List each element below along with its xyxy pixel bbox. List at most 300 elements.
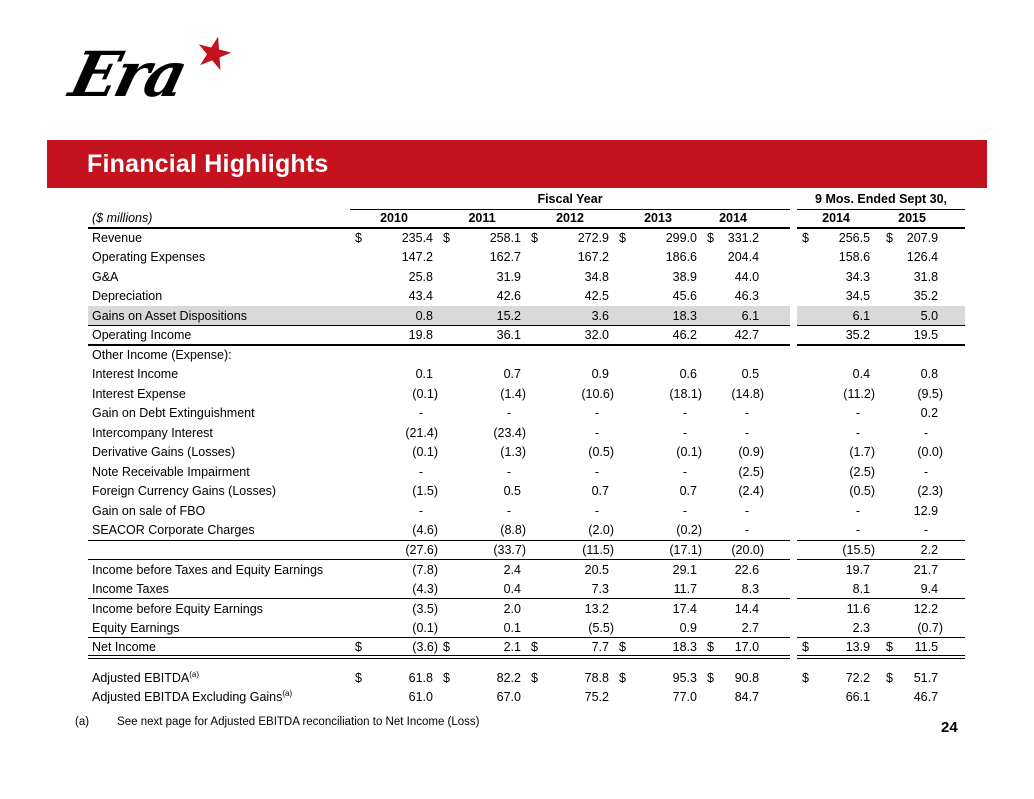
value-text: 42.5 [584, 289, 609, 304]
table-row [88, 521, 965, 541]
cell-value [438, 579, 526, 599]
cell-value [614, 326, 702, 346]
value-text: (0.0) [917, 445, 944, 460]
cell-value [881, 688, 965, 708]
row-label: G&A [92, 269, 119, 284]
table-row [88, 540, 965, 560]
currency-symbol: $ [802, 639, 809, 654]
currency-symbol: $ [355, 231, 362, 246]
value-text: 0.1 [415, 367, 433, 382]
cell-value [702, 579, 790, 599]
table-row [88, 482, 965, 502]
cell-value [797, 228, 881, 248]
column-gap [790, 618, 797, 638]
cell-value [614, 345, 702, 365]
cell-value [526, 365, 614, 385]
cell-value [614, 638, 702, 658]
cell-value [350, 638, 438, 658]
cell-value [881, 228, 965, 248]
value-text: 12.9 [913, 503, 939, 518]
value-text: 43.4 [408, 289, 433, 304]
row-label: Derivative Gains (Losses) [92, 445, 236, 460]
value-text: 46.3 [734, 289, 760, 304]
value-text: - [744, 503, 750, 518]
year-header-2014: 2014 [702, 209, 790, 228]
row-label: Operating Income [88, 326, 350, 346]
value-text: 2.1 [503, 639, 521, 654]
value-text: (0.1) [412, 386, 438, 401]
cell-value [881, 521, 965, 541]
cell-value [350, 384, 438, 404]
cell-value [702, 384, 790, 404]
value-text: - [682, 464, 687, 479]
value-text: 7.3 [591, 581, 609, 596]
value-text: - [594, 464, 599, 479]
cell-value [614, 384, 702, 404]
row-label: Foreign Currency Gains (Losses) [92, 484, 277, 499]
column-gap [790, 638, 797, 658]
cell-value [614, 404, 702, 424]
cell-value [702, 599, 790, 619]
row-label: Gain on sale of FBO [92, 503, 206, 518]
year-header-row [88, 209, 965, 228]
value-text: (11.5) [582, 542, 614, 557]
cell-value [350, 326, 438, 346]
value-text: - [744, 425, 750, 440]
value-text: (8.8) [500, 523, 526, 537]
value-text: - [855, 406, 861, 421]
cell-value [350, 345, 438, 365]
value-text: 9.4 [920, 581, 939, 596]
value-text: 17.0 [734, 639, 760, 654]
cell-value [702, 668, 790, 688]
cell-value [438, 482, 526, 502]
currency-symbol: $ [531, 639, 538, 654]
value-text: 35.2 [845, 328, 871, 342]
cell-value [438, 668, 526, 688]
cell-value [438, 638, 526, 658]
value-text: (27.6) [405, 542, 438, 557]
value-text: - [418, 464, 423, 479]
value-text: (0.2) [676, 523, 702, 537]
cell-value [702, 248, 790, 268]
value-text: 84.7 [734, 690, 760, 705]
value-text: 46.7 [913, 690, 939, 705]
cell-value [881, 560, 965, 580]
cell-value [702, 267, 790, 287]
cell-value [614, 365, 702, 385]
column-gap [790, 443, 797, 463]
cell-value [797, 404, 881, 424]
cell-value [702, 638, 790, 658]
column-gap [790, 190, 797, 209]
cell-value [702, 618, 790, 638]
cell-value [350, 248, 438, 268]
group-header-row [88, 190, 965, 209]
financial-table-body [88, 228, 965, 707]
column-gap [790, 248, 797, 268]
cell-value [797, 599, 881, 619]
column-gap [790, 384, 797, 404]
cell-value [614, 521, 702, 541]
value-text: 0.2 [920, 406, 939, 421]
cell-value [526, 482, 614, 502]
row-label: Depreciation [92, 289, 163, 304]
currency-symbol: $ [707, 639, 714, 654]
cell-value [881, 579, 965, 599]
column-gap [790, 267, 797, 287]
cell-value [614, 540, 702, 560]
cell-value [797, 521, 881, 541]
value-text: (1.7) [849, 445, 876, 460]
value-text: 19.8 [408, 328, 433, 342]
column-gap [790, 688, 797, 708]
cell-value [438, 306, 526, 326]
cell-value [526, 668, 614, 688]
footnote [75, 716, 480, 728]
column-gap [790, 228, 797, 248]
cell-value [702, 423, 790, 443]
cell-value [526, 540, 614, 560]
value-text: (2.5) [849, 464, 876, 479]
cell-value [797, 579, 881, 599]
cell-value [438, 423, 526, 443]
cell-value [438, 599, 526, 619]
table-row [88, 638, 965, 658]
currency-symbol: $ [886, 231, 893, 246]
value-text: 0.7 [591, 484, 609, 499]
value-text: 36.1 [496, 328, 521, 342]
value-text: 8.3 [741, 581, 760, 596]
table-row [88, 618, 965, 638]
cell-value [702, 482, 790, 502]
fiscal-year-group-header: Fiscal Year [350, 190, 790, 209]
cell-value [797, 306, 881, 326]
row-label: Income Taxes [88, 579, 350, 599]
value-text: - [744, 523, 750, 537]
cell-value [614, 482, 702, 502]
row-label: Other Income (Expense): [92, 348, 232, 363]
cell-value [350, 688, 438, 708]
cell-value [702, 443, 790, 463]
cell-value [350, 462, 438, 482]
value-text: 272.9 [577, 231, 609, 246]
value-text: 78.8 [584, 670, 609, 685]
value-text: 46.2 [672, 328, 697, 342]
cell-value [881, 638, 965, 658]
page-number: 24 [941, 719, 958, 736]
currency-symbol: $ [443, 231, 450, 246]
cell-value [350, 267, 438, 287]
value-text: (0.7) [917, 620, 944, 635]
currency-symbol: $ [619, 231, 626, 246]
cell-value [526, 688, 614, 708]
column-gap [790, 404, 797, 424]
cell-value [526, 287, 614, 307]
value-text: 17.4 [672, 601, 697, 616]
cell-value [526, 267, 614, 287]
cell-value [702, 404, 790, 424]
value-text: 42.7 [734, 328, 760, 342]
value-text: 258.1 [489, 231, 521, 246]
value-text: 0.6 [679, 367, 697, 382]
year-header-2011: 2011 [438, 209, 526, 228]
value-text: - [682, 406, 687, 421]
value-text: - [923, 425, 929, 440]
value-text: 8.1 [852, 581, 871, 596]
row-label: Income before Taxes and Equity Earnings [92, 562, 324, 577]
row-label: Interest Income [92, 367, 179, 382]
value-text: 0.8 [920, 367, 939, 382]
value-text: (2.0) [588, 523, 614, 537]
value-text: 3.6 [591, 308, 609, 323]
value-text: - [744, 406, 750, 421]
cell-value [881, 668, 965, 688]
value-text: 2.3 [852, 620, 871, 635]
value-text: (1.3) [500, 445, 526, 460]
value-text: 11.5 [914, 639, 939, 654]
table-row [88, 404, 965, 424]
value-text: 126.4 [906, 250, 939, 265]
cell-value [702, 287, 790, 307]
cell-value [614, 287, 702, 307]
value-text: (3.5) [412, 601, 438, 616]
column-gap [790, 501, 797, 521]
value-text: 167.2 [577, 250, 609, 265]
cell-value [881, 443, 965, 463]
value-text: (33.7) [493, 542, 526, 557]
cell-value [702, 560, 790, 580]
value-text: 147.2 [401, 250, 433, 265]
cell-value [881, 540, 965, 560]
cell-value [797, 540, 881, 560]
cell-value [438, 521, 526, 541]
value-text: 25.8 [408, 269, 433, 284]
row-label: Revenue [92, 231, 143, 246]
value-text: - [506, 464, 511, 479]
row-label: Net Income [88, 638, 350, 658]
value-text: 11.7 [673, 581, 697, 596]
column-gap [790, 306, 797, 326]
value-text: 31.8 [913, 269, 939, 284]
table-row [88, 423, 965, 443]
row-label: Equity Earnings [88, 618, 350, 638]
value-text: 256.5 [838, 231, 871, 246]
value-text: 22.6 [734, 562, 760, 577]
cell-value [797, 638, 881, 658]
cell-value [350, 365, 438, 385]
value-text: 2.7 [741, 620, 760, 635]
value-text: 15.2 [496, 308, 521, 323]
title-banner [47, 140, 987, 188]
value-text: 34.8 [584, 269, 609, 284]
cell-value [702, 326, 790, 346]
cell-value [881, 365, 965, 385]
value-text: (21.4) [405, 425, 438, 440]
value-text: (4.3) [412, 581, 438, 596]
value-text: 0.7 [503, 367, 521, 382]
value-text: 2.0 [503, 601, 521, 616]
value-text: 2.4 [503, 562, 521, 577]
value-text: 38.9 [672, 269, 697, 284]
cell-value [797, 443, 881, 463]
column-gap [790, 482, 797, 502]
financial-highlights-table [88, 190, 965, 707]
value-text: 0.9 [591, 367, 609, 382]
value-text: 2.2 [920, 542, 939, 557]
table-row [88, 579, 965, 599]
cell-value [526, 462, 614, 482]
value-text: 7.7 [591, 639, 609, 654]
value-text: 207.9 [906, 231, 939, 246]
column-gap [790, 287, 797, 307]
cell-value [797, 668, 881, 688]
cell-value [438, 326, 526, 346]
value-text: 6.1 [741, 308, 760, 323]
cell-value [438, 688, 526, 708]
cell-value [526, 404, 614, 424]
currency-symbol: $ [443, 639, 450, 654]
cell-value [614, 688, 702, 708]
cell-value [438, 228, 526, 248]
value-text: 51.7 [913, 670, 939, 685]
cell-value [881, 462, 965, 482]
cell-value [438, 462, 526, 482]
value-text: (9.5) [917, 386, 944, 401]
era-logo [63, 24, 292, 129]
value-text: (17.1) [669, 542, 702, 557]
cell-value [438, 443, 526, 463]
value-text: 34.5 [845, 289, 871, 304]
cell-value [702, 540, 790, 560]
cell-value [797, 560, 881, 580]
value-text: (2.5) [738, 464, 765, 479]
value-text: 82.2 [496, 670, 521, 685]
cell-value [881, 267, 965, 287]
value-text: (3.6) [412, 639, 438, 654]
value-text: 95.3 [672, 670, 697, 685]
value-text: 0.5 [503, 484, 521, 499]
cell-value [881, 404, 965, 424]
cell-value [614, 306, 702, 326]
table-row [88, 326, 965, 346]
cell-value [526, 618, 614, 638]
column-gap [790, 579, 797, 599]
value-text: (14.8) [731, 386, 765, 401]
cell-value [797, 482, 881, 502]
table-row [88, 345, 965, 365]
value-text: (4.6) [412, 523, 438, 537]
row-label: Adjusted EBITDA Excluding Gains$^{(a)}$ [92, 689, 293, 705]
column-gap [790, 462, 797, 482]
cell-value [797, 287, 881, 307]
value-text: (5.5) [588, 620, 614, 635]
value-text: 14.4 [734, 601, 760, 616]
row-label: Operating Expenses [92, 250, 206, 265]
currency-symbol: $ [619, 670, 626, 685]
cell-value [881, 306, 965, 326]
cell-value [526, 326, 614, 346]
value-text: 44.0 [734, 269, 760, 284]
cell-value [526, 345, 614, 365]
cell-value [881, 423, 965, 443]
value-text: - [594, 406, 599, 421]
table-row [88, 365, 965, 385]
row-label: Interest Expense [92, 386, 186, 401]
currency-symbol: $ [802, 670, 809, 685]
value-text: 162.7 [489, 250, 521, 265]
currency-symbol: $ [707, 231, 714, 246]
value-text: (0.1) [412, 620, 438, 635]
value-text: 18.3 [672, 639, 697, 654]
cell-value [702, 228, 790, 248]
cell-value [702, 365, 790, 385]
cell-value [614, 618, 702, 638]
table-row [88, 443, 965, 463]
value-text: 158.6 [838, 250, 871, 265]
column-gap [790, 209, 797, 228]
cell-value [350, 443, 438, 463]
value-text: 0.4 [503, 581, 521, 596]
page-title: Financial Highlights [87, 149, 329, 178]
value-text: 235.4 [401, 231, 433, 246]
cell-value [526, 521, 614, 541]
value-text: 77.0 [672, 690, 697, 705]
value-text: 32.0 [584, 328, 609, 342]
footnote-reference: (a) [282, 689, 293, 699]
value-text: - [418, 503, 423, 518]
currency-symbol: $ [707, 670, 714, 685]
cell-value [614, 501, 702, 521]
cell-value [350, 287, 438, 307]
cell-value [614, 423, 702, 443]
value-text: (11.2) [843, 386, 876, 401]
cell-value [350, 423, 438, 443]
cell-value [526, 443, 614, 463]
value-text: 0.8 [415, 308, 433, 323]
value-text: 20.5 [584, 562, 609, 577]
cell-value [881, 248, 965, 268]
value-text: 42.6 [496, 289, 521, 304]
currency-symbol: $ [802, 231, 809, 246]
currency-symbol: $ [355, 670, 362, 685]
cell-value [350, 228, 438, 248]
table-row [88, 306, 965, 326]
table-row [88, 501, 965, 521]
column-gap [790, 423, 797, 443]
cell-value [438, 287, 526, 307]
cell-value [702, 306, 790, 326]
footnote-reference: (a) [189, 669, 200, 679]
value-text: 90.8 [734, 670, 760, 685]
cell-value [350, 579, 438, 599]
cell-value [614, 228, 702, 248]
cell-value [614, 668, 702, 688]
cell-value [526, 638, 614, 658]
cell-value [702, 345, 790, 365]
value-text: 0.9 [679, 620, 697, 635]
cell-value [350, 521, 438, 541]
value-text: 5.0 [920, 308, 939, 323]
cell-value [702, 688, 790, 708]
table-spacer-row [88, 657, 965, 668]
cell-value [881, 326, 965, 346]
row-label: Intercompany Interest [92, 425, 213, 440]
cell-value [881, 618, 965, 638]
value-text: 45.6 [672, 289, 697, 304]
value-text: (1.4) [500, 386, 526, 401]
column-gap [790, 326, 797, 346]
